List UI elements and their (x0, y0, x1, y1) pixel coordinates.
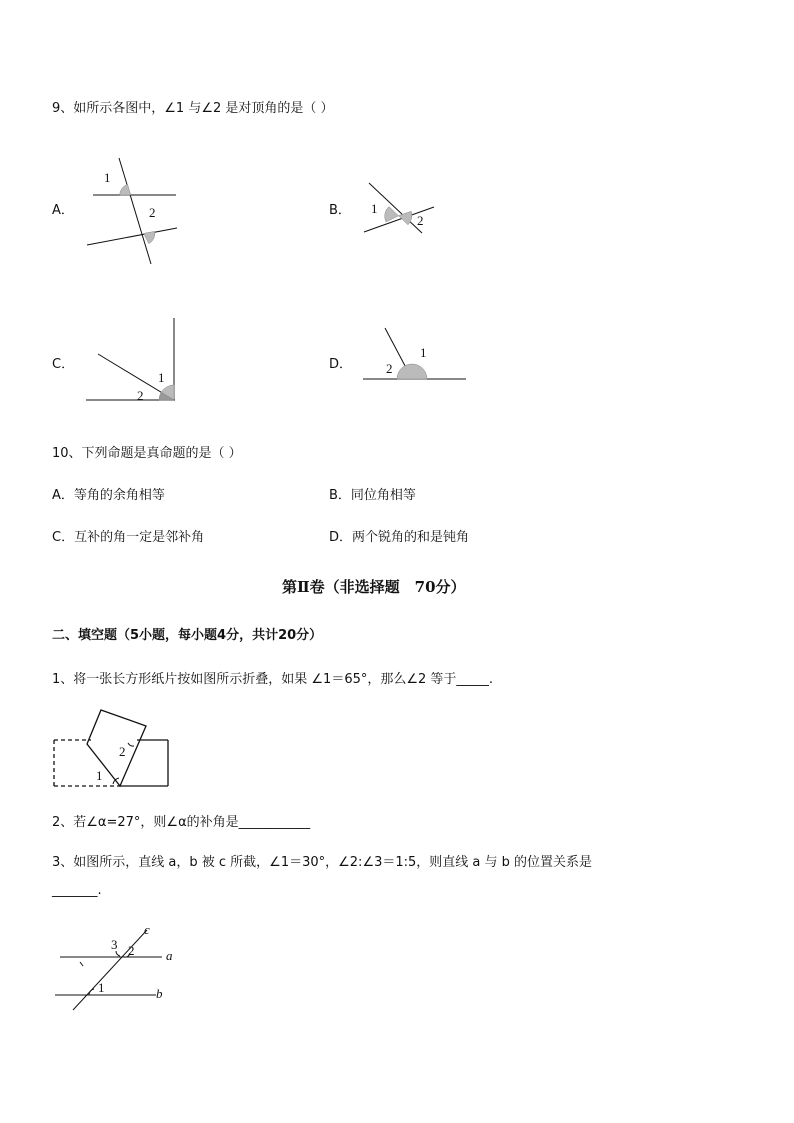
section-title: 第Ⅱ卷（非选择题 70分） (282, 578, 466, 596)
angle-1-label: 1 (98, 980, 105, 995)
angle-1-label: 1 (104, 170, 111, 185)
line-b-label: b (156, 986, 163, 1001)
fill-q3-figure (50, 922, 175, 1012)
angle-2-label: 2 (149, 205, 156, 220)
angle-1-label: 1 (96, 768, 103, 783)
angle-2-label: 2 (119, 744, 126, 759)
q10-stem: 10、下列命题是真命题的是（ ） (52, 446, 242, 461)
q9-figure-a (85, 155, 185, 265)
fill-q1-text: 1、将一张长方形纸片按如图所示折叠，如果 ∠1＝65°，那么∠2 等于_____. (52, 672, 494, 687)
angle-2-mark (128, 743, 134, 746)
angle-2-label: 2 (417, 213, 424, 228)
angle-1-mark (89, 989, 94, 995)
q9-figure-b (360, 180, 440, 240)
angle-2-arc (144, 231, 155, 243)
q9-option-a-label: A． (52, 203, 74, 218)
q9-option-d-label: D． (329, 357, 353, 372)
angle-1-label: 1 (420, 345, 427, 360)
angle-arc (397, 364, 427, 379)
line-a-label: a (166, 948, 173, 963)
q9-stem: 9、如所示各图中，∠1 与∠2 是对顶角的是（ ） (52, 101, 334, 116)
fill-q1-figure (50, 706, 175, 791)
angle-2-label: 2 (128, 943, 135, 958)
q9-option-b-label: B． (329, 203, 351, 218)
angle-1-arc (120, 185, 131, 196)
q10-option-d: D．两个锐角的和是钝角 (329, 530, 470, 545)
fill-q3-text: 3、如图所示，直线 a，b 被 c 所截，∠1＝30°，∠2:∠3＝1:5，则直线 a 与 b 的位置关系是 (52, 855, 593, 870)
angle-2-label: 2 (137, 388, 144, 403)
q9-figure-c (85, 315, 185, 405)
angle-1-label: 1 (371, 201, 378, 216)
section-heading: 二、填空题（5小题，每小题4分，共计20分） (52, 628, 323, 643)
q10-option-c: C．互补的角一定是邻补角 (52, 530, 205, 545)
angle-1-label: 1 (158, 370, 165, 385)
q10-option-a: A．等角的余角相等 (52, 488, 165, 503)
angle-3-label: 3 (111, 937, 118, 952)
line-c-label: c (144, 922, 150, 937)
q9-figure-d (360, 325, 470, 385)
fill-q3-blank: _______. (52, 883, 102, 898)
q9-option-c-label: C． (52, 357, 75, 372)
angle-2-label: 2 (386, 361, 393, 376)
q10-option-b: B．同位角相等 (329, 488, 416, 503)
fill-q2-text: 2、若∠α=27°，则∠α的补角是___________ (52, 815, 311, 830)
